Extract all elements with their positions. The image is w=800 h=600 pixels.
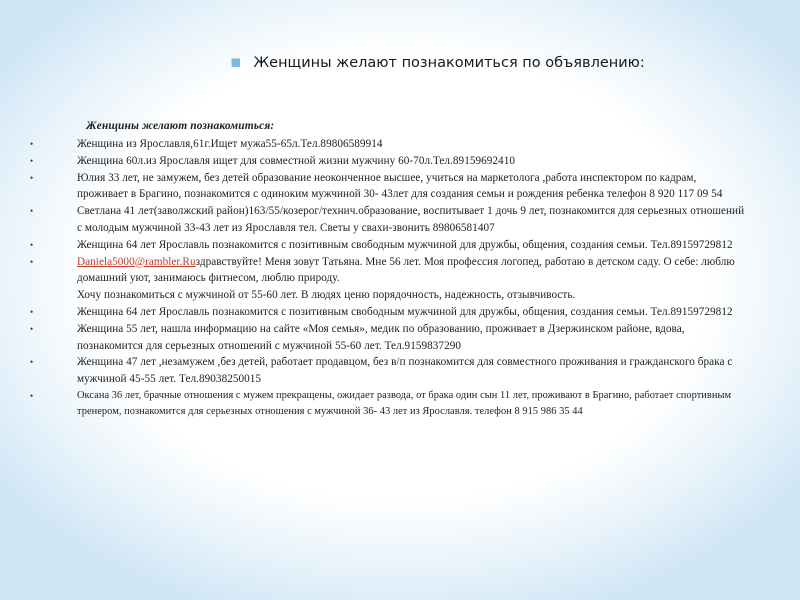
bullet-icon: • [30, 357, 34, 368]
ad-text: Оксана 36 лет, брачные отношения с мужем прекращены, ожидает развода, от брака один сын 11 лет, проживают в Брагино, работает спортивным тренером, познакомится для серьезных отношения с мужчиной 36- 43 лет из Ярославля. телефон 8 915 986 35 44 [77, 389, 732, 418]
ad-text: Женщина 47 лет ,незамужем ,без детей, работает продавцом, без в/п познакомится для совместного проживания и гражданского брака с мужчиной 45-55 лет. Тел.89038250015 [77, 356, 733, 386]
ad-item [0, 321, 760, 355]
slide-title [230, 54, 790, 71]
ad-item [0, 170, 760, 204]
bullet-icon: • [30, 139, 34, 149]
title-bullet-icon: ▪ [230, 52, 242, 72]
ad-item [0, 304, 760, 321]
bullet-icon: • [30, 155, 34, 166]
ad-text: Женщина 64 лет Ярославль познакомится с позитивным свободным мужчиной для дружбы, общения, создания семьи. Тел.89159729812 [77, 238, 733, 251]
ad-text: Женщина 60л.из Ярославля ищет для совместной жизни мужчину 60-70л.Тел.89159692410 [77, 154, 515, 167]
bullet-icon: • [30, 239, 34, 250]
ads-intro-heading: Женщины желают познакомиться: [86, 120, 275, 132]
bullet-icon: • [30, 172, 34, 183]
ads-list [0, 136, 760, 420]
ad-text: Женщина из Ярославля,61г.Ищет мужа55-65л.Тел.89806589914 [77, 138, 383, 150]
ad-item [0, 254, 760, 304]
ad-text-continued: Хочу познакомиться с мужчиной от 55-60 лет. В людях ценю порядочность, надежность, отзывчивость. [77, 289, 576, 302]
bullet-icon: • [30, 206, 34, 217]
slide-title-text: Женщины желают познакомиться по объявлению: [253, 54, 645, 71]
ad-text: здравствуйте! Меня зовут Татьяна. Мне 56 лет. Моя профессия логопед, работаю в детском саду. О себе: люблю домашний уют, занимаюсь фитнесом, люблю природу. [77, 255, 735, 285]
bullet-icon: • [30, 306, 34, 317]
bullet-icon: • [30, 323, 34, 334]
ad-item [0, 388, 760, 420]
ad-item [0, 203, 760, 237]
ad-text: Женщина 64 лет Ярославль познакомится с позитивным свободным мужчиной для дружбы, общения, создания семьи. Тел.89159729812 [77, 305, 733, 318]
ad-item [0, 237, 760, 254]
ad-text: Светлана 41 лет(заволжский район)163/55/козерог/технич.образование, воспитывает 1 дочь 9 лет, познакомится для серьезных отношений с молодым мужчиной 33-43 лет из Ярославля тел. Светы у свахи-звонить 89806581407 [77, 205, 745, 234]
ad-text: Юлия 33 лет, не замужем, без детей образование неоконченное высшее, учиться на маркетолога ,работа инспектором по кадрам, проживает в Брагино, познакомится с одиноким мужчиной 30- 43лет для создания семьи и рождения ребенка телефон 8 920 117 09 54 [77, 171, 723, 201]
bullet-icon: • [30, 390, 34, 401]
ad-item [0, 136, 760, 153]
bullet-icon: • [30, 256, 34, 267]
ad-item [0, 354, 760, 388]
ad-text: Женщина 55 лет, нашла информацию на сайте «Моя семья», медик по образованию, проживает в Дзержинском районе, вдова, познакомится для серьезных отношений с мужчиной 55-60 лет. Тел.9159837290 [77, 322, 685, 352]
email-link[interactable]: Daniela5000@rambler.Ru [77, 255, 196, 268]
ad-item [0, 153, 760, 170]
